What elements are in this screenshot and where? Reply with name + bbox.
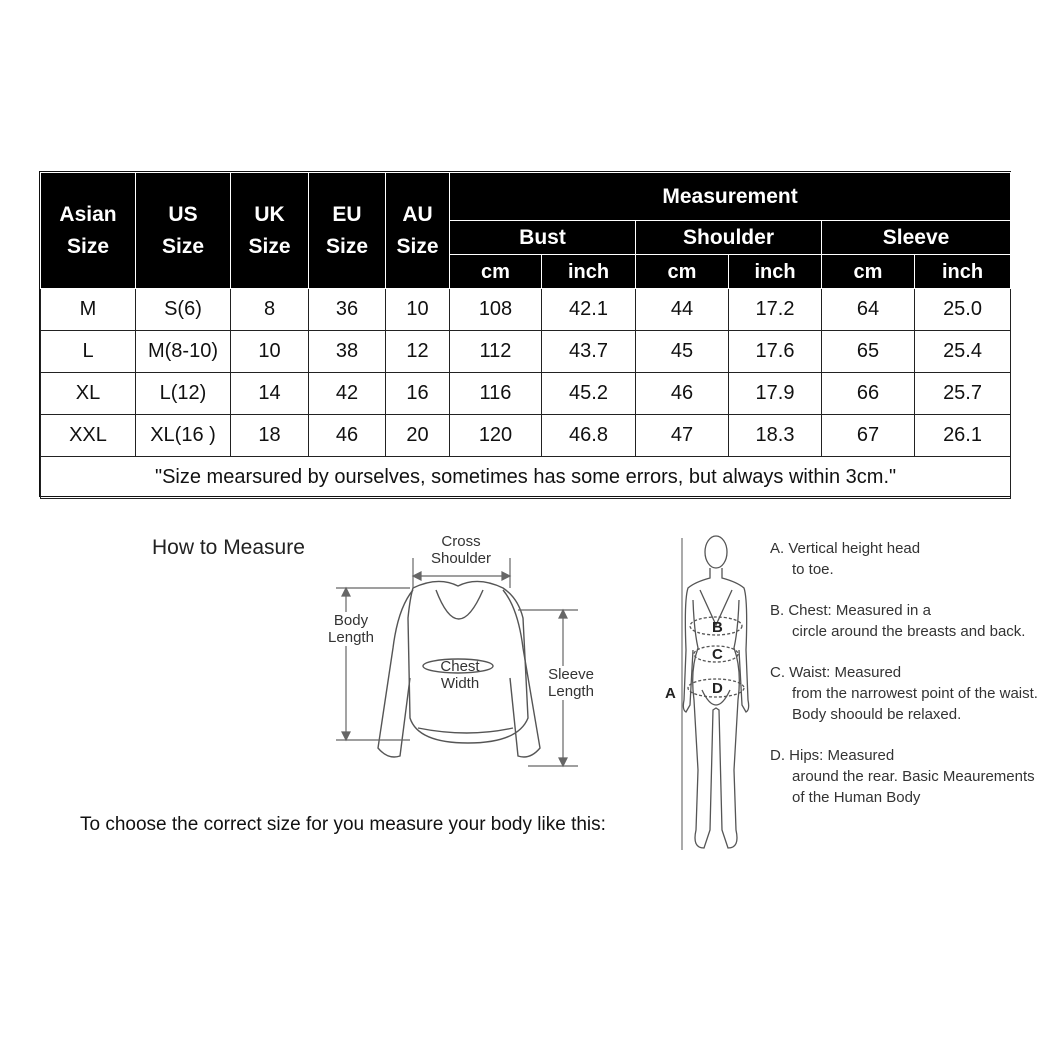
table-note: "Size mearsured by ourselves, sometimes has some errors, but always within 3cm."	[41, 457, 1011, 499]
table-cell: 46	[309, 415, 386, 457]
sleeve-length-label: Sleeve Length	[540, 666, 602, 700]
choose-size-text: To choose the correct size for you measure your body like this:	[80, 814, 606, 835]
table-cell: 44	[636, 289, 729, 331]
note-c: C. Waist: Measured from the narrowest point of the waist. Body shoould be relaxed.	[770, 664, 1038, 723]
table-row	[41, 331, 1011, 373]
table-cell: 65	[822, 331, 915, 373]
table-cell: L	[41, 331, 136, 373]
label-a: A	[665, 685, 676, 702]
table-cell: 47	[636, 415, 729, 457]
note-a: A. Vertical height head to toe.	[770, 540, 921, 578]
table-cell: 45.2	[542, 373, 636, 415]
table-cell: 26.1	[915, 415, 1011, 457]
table-cell: 25.0	[915, 289, 1011, 331]
table-cell: XL(16 )	[136, 415, 231, 457]
header-sleeve-cm: cm	[822, 255, 915, 289]
label-d: D	[712, 680, 723, 697]
table-cell: 36	[309, 289, 386, 331]
table-cell: XXL	[41, 415, 136, 457]
table-cell: 18	[231, 415, 309, 457]
table-cell: 43.7	[542, 331, 636, 373]
table-cell: 45	[636, 331, 729, 373]
table-cell: L(12)	[136, 373, 231, 415]
table-cell: 18.3	[729, 415, 822, 457]
table-cell: 10	[386, 289, 450, 331]
table-cell: 8	[231, 289, 309, 331]
table-row	[41, 415, 1011, 457]
header-bust: Bust	[450, 221, 636, 255]
table-cell: 25.7	[915, 373, 1011, 415]
header-measurement: Measurement	[450, 173, 1011, 221]
note-b: B. Chest: Measured in a circle around the breasts and back.	[770, 602, 1026, 640]
table-cell: 14	[231, 373, 309, 415]
table-cell: 112	[450, 331, 542, 373]
table-cell: 46.8	[542, 415, 636, 457]
table-cell: 10	[231, 331, 309, 373]
note-d: D. Hips: Measured around the rear. Basic Meaurements of the Human Body	[770, 747, 1035, 806]
table-cell: 20	[386, 415, 450, 457]
table-cell: 108	[450, 289, 542, 331]
table-cell: XL	[41, 373, 136, 415]
table-cell: 42.1	[542, 289, 636, 331]
header-shoulder: Shoulder	[636, 221, 822, 255]
table-cell: 116	[450, 373, 542, 415]
header-bust-inch: inch	[542, 255, 636, 289]
table-cell: 38	[309, 331, 386, 373]
table-cell: S(6)	[136, 289, 231, 331]
human-body-diagram	[660, 530, 770, 880]
chest-width-label: Chest Width	[440, 658, 480, 692]
table-cell: 64	[822, 289, 915, 331]
table-cell: 46	[636, 373, 729, 415]
header-asian-size: Asian Size	[41, 173, 136, 289]
header-sleeve-inch: inch	[915, 255, 1011, 289]
table-cell: 42	[309, 373, 386, 415]
cross-shoulder-label: Cross Shoulder	[430, 533, 492, 567]
header-bust-cm: cm	[450, 255, 542, 289]
table-cell: 17.6	[729, 331, 822, 373]
header-shoulder-inch: inch	[729, 255, 822, 289]
table-cell: 12	[386, 331, 450, 373]
header-eu-size: EU Size	[309, 173, 386, 289]
table-row	[41, 289, 1011, 331]
table-cell: 120	[450, 415, 542, 457]
size-chart-table	[40, 172, 1011, 499]
table-cell: 67	[822, 415, 915, 457]
table-cell: 17.2	[729, 289, 822, 331]
measurement-notes	[770, 538, 1040, 828]
label-c: C	[712, 646, 723, 663]
label-b: B	[712, 619, 723, 636]
header-uk-size: UK Size	[231, 173, 309, 289]
table-cell: 16	[386, 373, 450, 415]
table-cell: 17.9	[729, 373, 822, 415]
table-row	[41, 373, 1011, 415]
how-to-measure-title: How to Measure	[152, 536, 305, 559]
header-sleeve: Sleeve	[822, 221, 1011, 255]
header-shoulder-cm: cm	[636, 255, 729, 289]
header-au-size: AU Size	[386, 173, 450, 289]
table-cell: M(8-10)	[136, 331, 231, 373]
header-us-size: US Size	[136, 173, 231, 289]
table-cell: M	[41, 289, 136, 331]
table-cell: 66	[822, 373, 915, 415]
body-length-label: Body Length	[320, 612, 382, 646]
table-cell: 25.4	[915, 331, 1011, 373]
